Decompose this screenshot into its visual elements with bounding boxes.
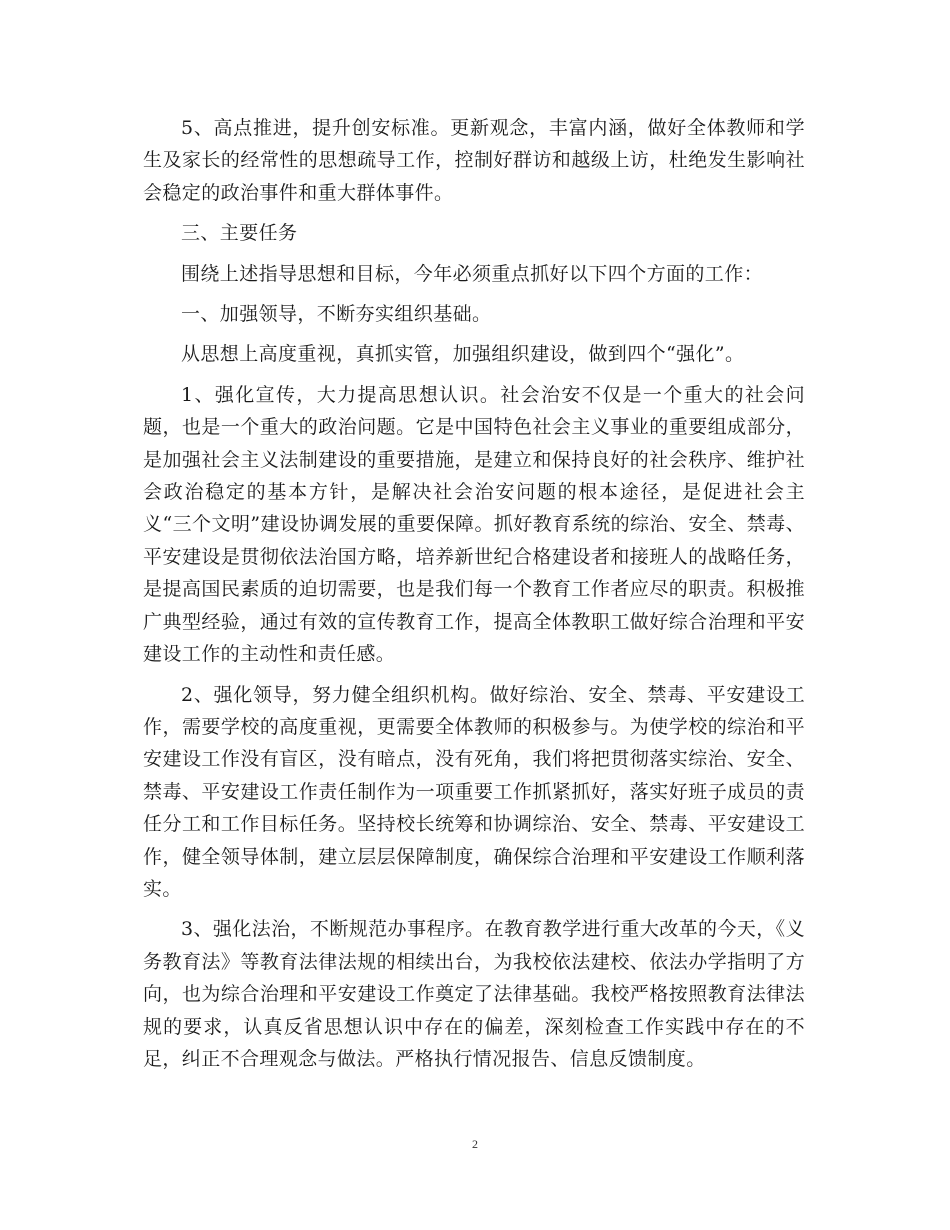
page-number: 2 xyxy=(472,1137,478,1151)
section-heading-main-tasks: 三、主要任务 xyxy=(181,222,298,245)
subheading-strengthen-leadership: 一、加强领导，不断夯实组织基础。 xyxy=(181,303,492,326)
paragraph-four-strengthens: 从思想上高度重视，真抓实管，加强组织建设，做到四个“强化”。 xyxy=(181,343,745,366)
paragraph-intro-tasks: 围绕上述指导思想和目标，今年必须重点抓好以下四个方面的工作： xyxy=(181,262,764,285)
paragraph-point-5: 5、高点推进，提升创安标准。更新观念，丰富内涵，做好全体教师和学生及家长的经常性的思想疏导工作，控制好群访和越级上访，杜绝发生影响社会稳定的政治事件和重大群体事件。 xyxy=(143,117,805,204)
document-body xyxy=(143,112,805,1075)
paragraph-item-3-rule-of-law: 3、强化法治，不断规范办事程序。在教育教学进行重大改革的今天，《义务教育法》等教育法律法规的相续出台，为我校依法建校、依法办学指明了方向，也为综合治理和平安建设工作奠定了法律基础。我校严格按照教育法律法规的要求，认真反省思想认识中存在的偏差，深刻检查工作实践中存在的不足，纠正不合理观念与做法。严格执行情况报告、信息反馈制度。 xyxy=(143,918,805,1070)
paragraph-item-2-leadership: 2、强化领导，努力健全组织机构。做好综治、安全、禁毒、平安建设工作，需要学校的高度重视，更需要全体教师的积极参与。为使学校的综治和平安建设工作没有盲区，没有暗点，没有死角，我们将把贯彻落实综治、安全、禁毒、平安建设工作责任制作为一项重要工作抓紧抓好，落实好班子成员的责任分工和工作目标任务。坚持校长统筹和协调综治、安全、禁毒、平安建设工作，健全领导体制，建立层层保障制度，确保综合治理和平安建设工作顺利落实。 xyxy=(143,683,805,900)
paragraph-item-1-publicity: 1、强化宣传，大力提高思想认识。社会治安不仅是一个重大的社会问题，也是一个重大的政治问题。它是中国特色社会主义事业的重要组成部分，是加强社会主义法制建设的重要措施，是建立和保持良好的社会秩序、维护社会政治稳定的基本方针，是解决社会治安问题的根本途径，是促进社会主义“三个文明”建设协调发展的重要保障。抓好教育系统的综治、安全、禁毒、平安建设是贯彻依法治国方略，培养新世纪合格建设者和接班人的战略任务，是提高国民素质的迫切需要，也是我们每一个教育工作者应尽的职责。积极推广典型经验，通过有效的宣传教育工作，提高全体教职工做好综合治理和平安建设工作的主动性和责任感。 xyxy=(143,383,805,666)
